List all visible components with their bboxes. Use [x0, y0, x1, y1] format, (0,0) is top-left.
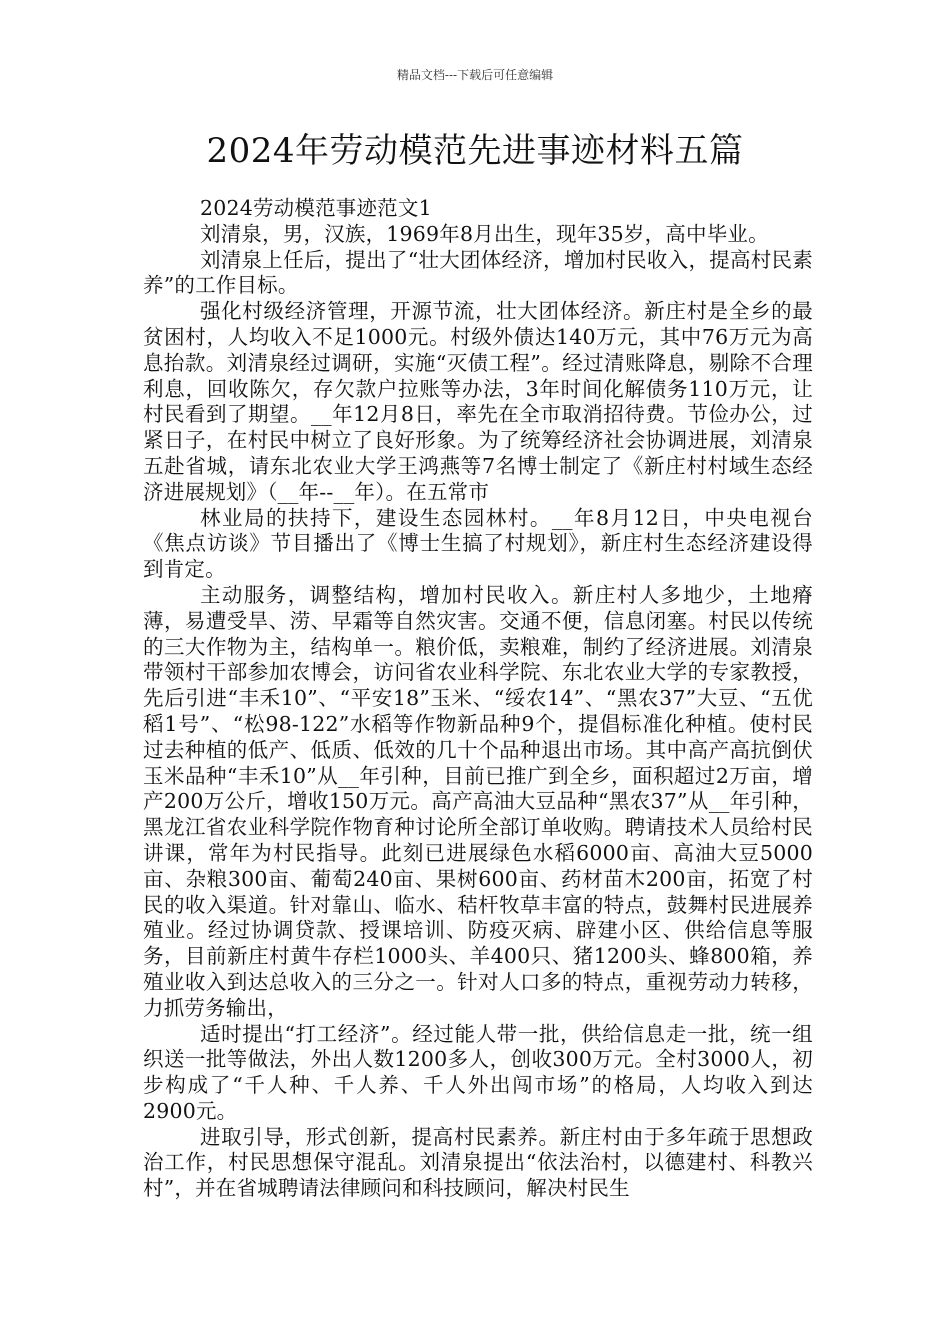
paragraph: 强化村级经济管理，开源节流，壮大团体经济。新庄村是全乡的最贫困村，人均收入不足1000元。村级外债达140万元，其中76万元为高息抬款。刘清泉经过调研，实施“灭债工程”。经过清账降息，剔除不合理利息，回收陈欠，存欠款户拉账等办法，3年时间化解债务110万元，让村民看到了期望。__年12月8日，率先在全市取消招待费。节俭办公，过紧日子，在村民中树立了良好形象。为了统筹经济社会协调进展，刘清泉五赴省城，请东北农业大学王鸿燕等7名博士制定了《新庄村村域生态经济进展规划》（__年--__年）。在五常市: [143, 299, 813, 504]
paragraph: 刘清泉上任后，提出了“壮大团体经济，增加村民收入，提高村民素养”的工作目标。: [143, 247, 813, 298]
paragraph: 林业局的扶持下，建设生态园林村。__年8月12日，中央电视台《焦点访谈》节目播出了《博士生搞了村规划》，新庄村生态经济建设得到肯定。: [143, 505, 813, 582]
document-body: [143, 196, 813, 1202]
paragraph: 适时提出“打工经济”。经过能人带一批，供给信息走一批，统一组织送一批等做法，外出人数1200多人，创收300万元。全村3000人，初步构成了“千人种、千人养、千人外出闯市场”的格局，人均收入到达2900元。: [143, 1021, 813, 1123]
document-title: 2024年劳动模范先进事迹材料五篇: [206, 131, 744, 171]
paragraph: 2024劳动模范事迹范文1: [200, 196, 432, 220]
paragraph: 主动服务，调整结构，增加村民收入。新庄村人多地少，土地瘠薄，易遭受旱、涝、早霜等自然灾害。交通不便，信息闭塞。村民以传统的三大作物为主，结构单一。粮价低，卖粮难，制约了经济进展。刘清泉带领村干部参加农博会，访问省农业科学院、东北农业大学的专家教授，先后引进“丰禾10”、“平安18”玉米、“绥农14”、“黑农37”大豆、“五优稻1号”、“松98-122”水稻等作物新品种9个，提倡标准化种植。使村民过去种植的低产、低质、低效的几十个品种退出市场。其中高产高抗倒伏玉米品种“丰禾10”从__年引种，目前已推广到全乡，面积超过2万亩，增产200万公斤，增收150万元。高产高油大豆品种“黑农37”从__年引种，黑龙江省农业科学院作物育种讨论所全部订单收购。聘请技术人员给村民讲课，常年为村民指导。此刻已进展绿色水稻6000亩、高油大豆5000亩、杂粮300亩、葡萄240亩、果树600亩、药材苗木200亩，拓宽了村民的收入渠道。针对靠山、临水、秸杆牧草丰富的特点，鼓舞村民进展养殖业。经过协调贷款、授课培训、防疫灭病、辟建小区、供给信息等服务，目前新庄村黄牛存栏1000头、羊400只、猪1200头、蜂800箱，养殖业收入到达总收入的三分之一。针对人口多的特点，重视劳动力转移，力抓劳务输出，: [143, 582, 813, 1020]
page-header: 精品文档---下载后可任意编辑: [396, 68, 554, 82]
paragraph: 进取引导，形式创新，提高村民素养。新庄村由于多年疏于思想政治工作，村民思想保守混乱。刘清泉提出“依法治村，以德建村、科教兴村”，并在省城聘请法律顾问和科技顾问，解决村民生: [143, 1124, 813, 1201]
paragraph: 刘清泉，男，汉族，1969年8月出生，现年35岁，高中毕业。: [200, 221, 769, 246]
